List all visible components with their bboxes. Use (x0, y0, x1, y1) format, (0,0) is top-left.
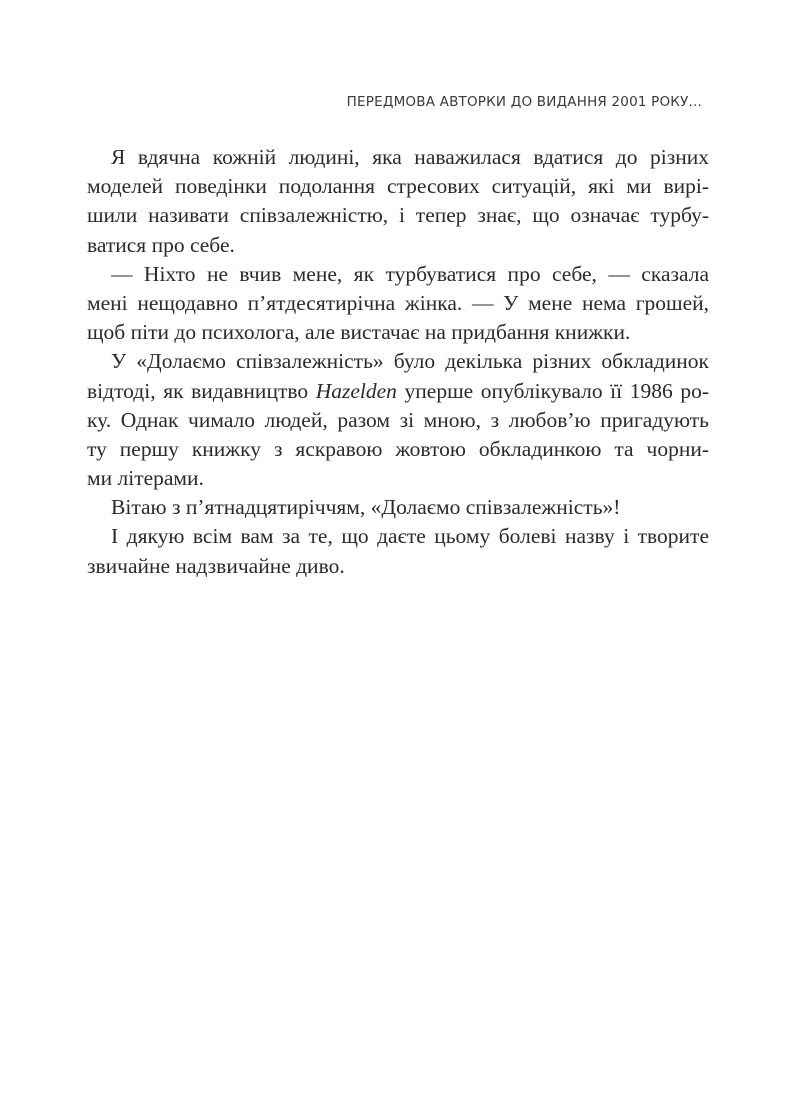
text-line: І дякую всім вам за те, що даєте цьому болеві назву і творите (111, 524, 709, 549)
body-text (87, 143, 709, 581)
paragraph-anniversary (87, 493, 709, 522)
text-line: мені нещодавно п’ятдесятирічна жінка. — У мене нема грошей, (87, 290, 709, 315)
text-line: ту першу книжку з яскравою жовтою обкладинкою та чорни- (87, 436, 709, 461)
text-line: шили називати співзалежністю, і тепер знає, що означає турбу- (87, 203, 709, 228)
text-line: щоб піти до психолога, але вистачає на придбання книжки. (87, 320, 631, 345)
text-line: моделей поведінки подолання стресових ситуацій, які ми вирі- (87, 174, 709, 199)
text-line: ми літерами. (87, 466, 204, 491)
paragraph-quote (87, 260, 709, 348)
text-fragment: відтоді, як видавництво (87, 378, 316, 403)
paragraph-thanks (87, 522, 709, 580)
text-line: звичайне надзвичайне диво. (87, 553, 345, 578)
text-line: Вітаю з п’ятнадцятиріччям, «Долаємо співзалежність»! (111, 495, 621, 520)
text-line: ку. Однак чимало людей, разом зі мною, з любов’ю пригадують (87, 407, 709, 432)
text-line (87, 377, 709, 406)
text-line: — Ніхто не вчив мене, як турбуватися про себе, — сказала (111, 261, 709, 286)
running-header: ПЕРЕДМОВА АВТОРКИ ДО ВИДАННЯ 2001 РОКУ... (346, 94, 702, 110)
paragraph-covers (87, 347, 709, 493)
text-line: ватися про себе. (87, 232, 235, 257)
text-fragment: уперше опублікувало її 1986 ро- (396, 378, 710, 403)
text-line: Я вдячна кожній людині, яка наважилася вдатися до різних (111, 145, 709, 169)
paragraph-gratitude (87, 143, 709, 260)
text-line: У «Долаємо співзалежність» було декілька різних обкладинок (111, 349, 709, 374)
publisher-name: Hazelden (315, 378, 397, 403)
